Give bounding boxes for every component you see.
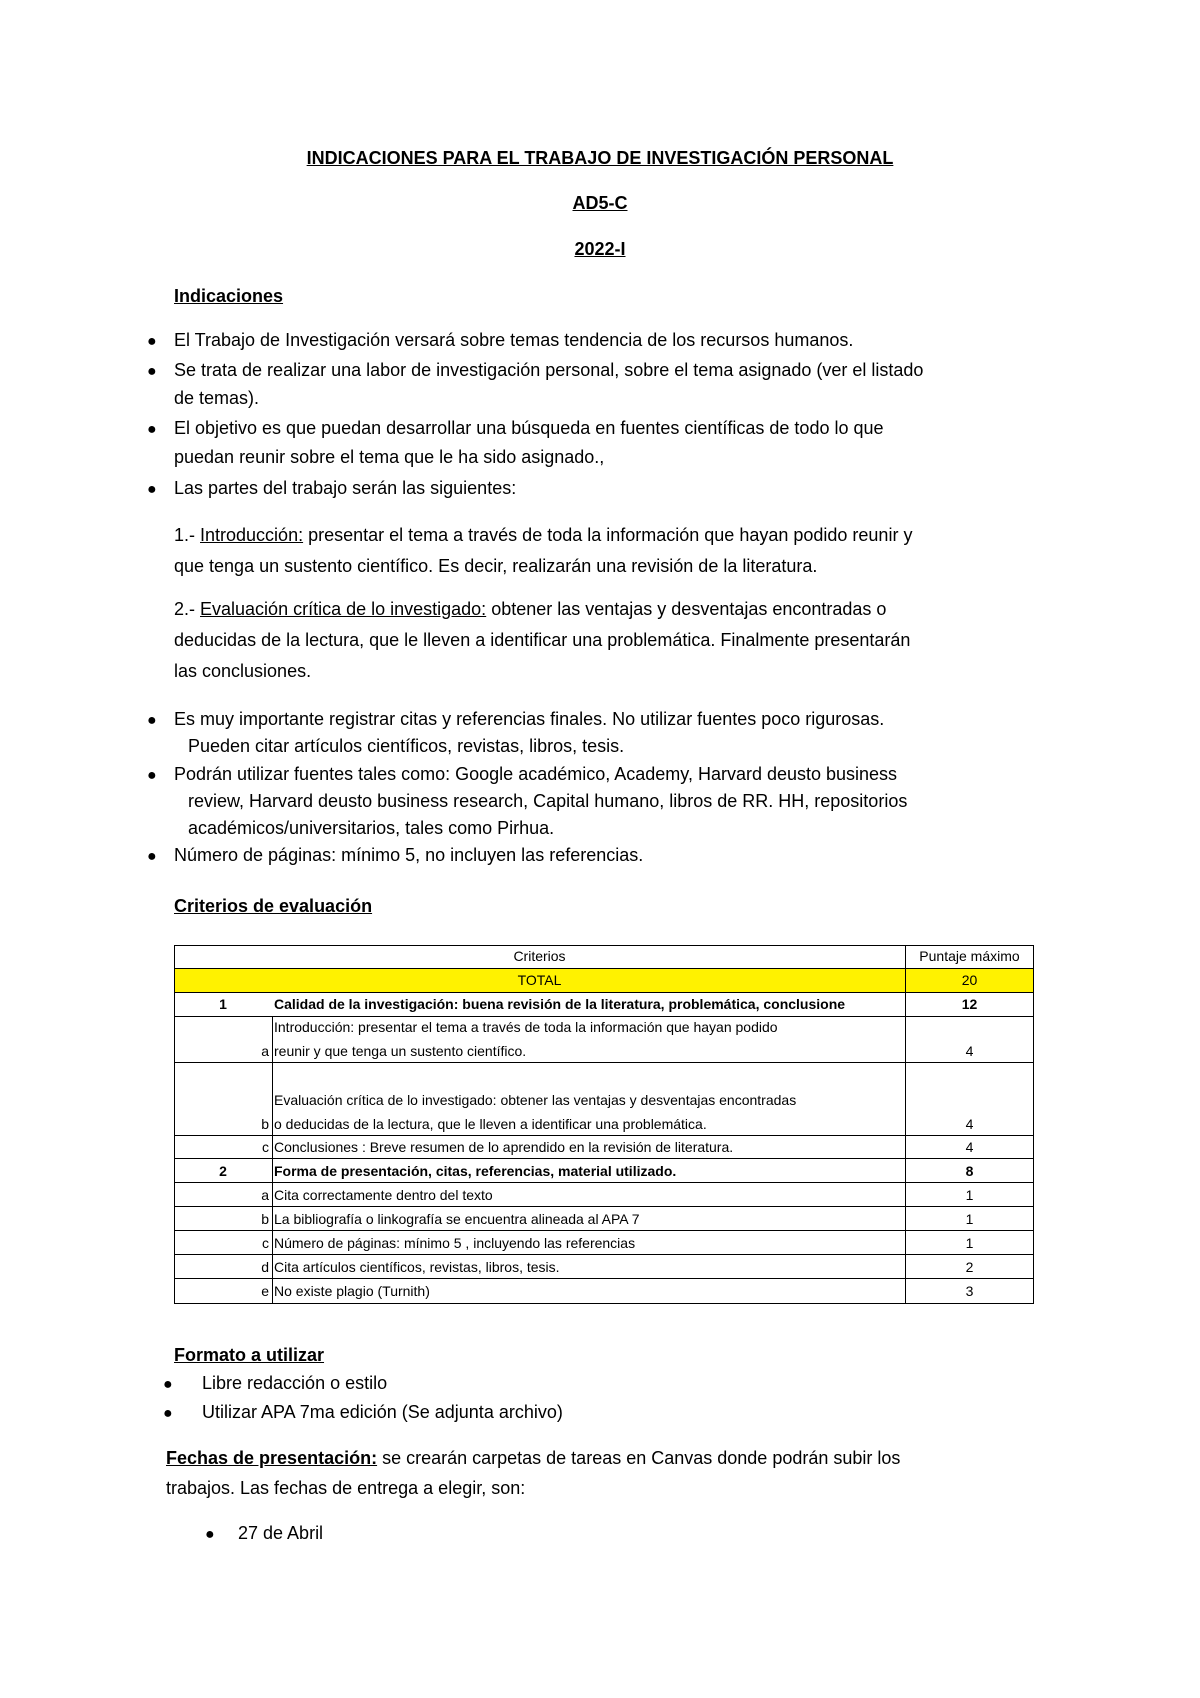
- criterion-1c-text: Conclusiones : Breve resumen de lo aprendido en la revisión de literatura.: [274, 1139, 734, 1155]
- criterion-2b-text: La bibliografía o linkografía se encuentra alineada al APA 7: [274, 1211, 640, 1227]
- criterion-1b-line-1: Evaluación crítica de lo investigado: obtener las ventajas y desventajas encontradas: [274, 1092, 797, 1108]
- date-item-1: 27 de Abril: [238, 1523, 324, 1543]
- indication-item-5-line-2: Pueden citar artículos científicos, revistas, libros, tesis.: [188, 736, 625, 756]
- criterion-2-text: Forma de presentación, citas, referencias, material utilizado.: [274, 1163, 677, 1179]
- criterion-2-number: 2: [219, 1163, 227, 1179]
- indication-item-6-line-3: académicos/universitarios, tales como Pirhua.: [188, 818, 555, 838]
- indication-item-2-line-1: Se trata de realizar una labor de investigación personal, sobre el tema asignado (ver el listado: [174, 360, 924, 380]
- criterion-2b-value: 1: [965, 1211, 974, 1227]
- bullet-icon: ●: [147, 363, 157, 380]
- part-2-text: obtener las ventajas y desventajas encontradas o: [486, 599, 887, 619]
- bullet-icon: ●: [163, 1405, 173, 1422]
- part-2-line-2: deducidas de la lectura, que le lleven a identificar una problemática. Finalmente presentarán: [174, 630, 911, 650]
- criterion-1b-letter: b: [261, 1116, 269, 1132]
- criterion-1c-value: 4: [965, 1139, 974, 1155]
- total-label: TOTAL: [517, 972, 562, 988]
- criterion-1a-letter: a: [261, 1043, 269, 1059]
- criterion-2b-letter: b: [261, 1211, 269, 1227]
- indication-item-5-line-1: Es muy importante registrar citas y referencias finales. No utilizar fuentes poco rigurosas.: [174, 709, 885, 729]
- criterion-2c-text: Número de páginas: mínimo 5 , incluyendo las referencias: [274, 1235, 636, 1251]
- course-code: AD5-C: [572, 193, 628, 213]
- criterion-2a-letter: a: [261, 1187, 269, 1203]
- indication-item-6-line-1: Podrán utilizar fuentes tales como: Google académico, Academy, Harvard deusto business: [174, 764, 898, 784]
- criterion-1b-value: 4: [965, 1116, 974, 1132]
- bullet-icon: ●: [147, 848, 157, 865]
- part-1-line-2: que tenga un sustento científico. Es decir, realizarán una revisión de la literatura.: [174, 556, 818, 576]
- part-2-line-3: las conclusiones.: [174, 661, 312, 681]
- criterion-2e-letter: e: [261, 1283, 269, 1299]
- bullet-icon: ●: [147, 712, 157, 729]
- part-2-number: 2.-: [174, 599, 201, 619]
- indication-item-6-line-2: review, Harvard deusto business research, Capital humano, libros de RR. HH, repositorios: [188, 791, 908, 811]
- criterion-2a-value: 1: [965, 1187, 974, 1203]
- indication-item-2-line-2: de temas).: [174, 388, 260, 408]
- dates-line-1: [166, 1448, 900, 1469]
- part-1-label: Introducción:: [200, 525, 304, 545]
- criterion-2e-text: No existe plagio (Turnith): [274, 1283, 430, 1299]
- column-header-criteria: Criterios: [513, 948, 566, 964]
- criterion-1b-line-2: o deducidas de la lectura, que le lleven a identificar una problemática.: [274, 1116, 707, 1132]
- academic-term: 2022-I: [574, 239, 626, 259]
- bullet-icon: ●: [205, 1526, 215, 1543]
- criterion-2d-text: Cita artículos científicos, revistas, libros, tesis.: [274, 1259, 560, 1275]
- criterion-1-number: 1: [219, 996, 227, 1012]
- bullet-icon: ●: [147, 421, 157, 438]
- criterion-1a-value: 4: [965, 1043, 974, 1059]
- criterion-2d-value: 2: [965, 1259, 974, 1275]
- bullet-icon: ●: [147, 767, 157, 784]
- indications-heading: Indicaciones: [174, 286, 284, 306]
- part-2-line-1: [174, 599, 886, 620]
- format-item-1: Libre redacción o estilo: [202, 1373, 388, 1393]
- criterion-1-text: Calidad de la investigación: buena revisión de la literatura, problemática, conclusione: [274, 996, 846, 1012]
- criterion-1c-letter: c: [262, 1139, 269, 1155]
- dates-text: se crearán carpetas de tareas en Canvas donde podrán subir los: [377, 1448, 901, 1468]
- criterion-2c-value: 1: [965, 1235, 974, 1251]
- part-1-number: 1.-: [174, 525, 201, 545]
- criterion-1a-line-2: reunir y que tenga un sustento científico.: [274, 1043, 527, 1059]
- criteria-heading: Criterios de evaluación: [174, 896, 373, 916]
- dates-line-2: trabajos. Las fechas de entrega a elegir, son:: [166, 1478, 526, 1498]
- indication-item-4: Las partes del trabajo serán las siguientes:: [174, 478, 517, 498]
- bullet-icon: ●: [147, 481, 157, 498]
- dates-label: Fechas de presentación:: [166, 1448, 378, 1468]
- bullet-icon: ●: [147, 333, 157, 350]
- indication-item-7: Número de páginas: mínimo 5, no incluyen las referencias.: [174, 845, 644, 865]
- part-1-line-1: [174, 525, 912, 546]
- criterion-1a-line-1: Introducción: presentar el tema a través de toda la información que hayan podido: [274, 1019, 778, 1035]
- criterion-2-value: 8: [965, 1163, 974, 1179]
- document-title: INDICACIONES PARA EL TRABAJO DE INVESTIGACIÓN PERSONAL: [306, 148, 894, 168]
- part-2-label: Evaluación crítica de lo investigado:: [200, 599, 487, 619]
- criterion-2d-letter: d: [261, 1259, 269, 1275]
- criterion-2e-value: 3: [965, 1283, 974, 1299]
- indication-item-3-line-2: puedan reunir sobre el tema que le ha sido asignado.,: [174, 447, 605, 467]
- criteria-table: [174, 945, 1034, 1305]
- indication-item-1: El Trabajo de Investigación versará sobre temas tendencia de los recursos humanos.: [174, 330, 854, 350]
- indication-item-3-line-1: El objetivo es que puedan desarrollar una búsqueda en fuentes científicas de todo lo que: [174, 418, 884, 438]
- criterion-1-value: 12: [961, 996, 978, 1012]
- format-item-2: Utilizar APA 7ma edición (Se adjunta archivo): [202, 1402, 563, 1422]
- format-heading: Formato a utilizar: [174, 1345, 325, 1365]
- part-1-text: presentar el tema a través de toda la información que hayan podido reunir y: [303, 525, 913, 545]
- bullet-icon: ●: [163, 1376, 173, 1393]
- criterion-2c-letter: c: [262, 1235, 269, 1251]
- total-value: 20: [961, 972, 978, 988]
- column-header-max-score: Puntaje máximo: [919, 948, 1020, 964]
- criterion-2a-text: Cita correctamente dentro del texto: [274, 1187, 493, 1203]
